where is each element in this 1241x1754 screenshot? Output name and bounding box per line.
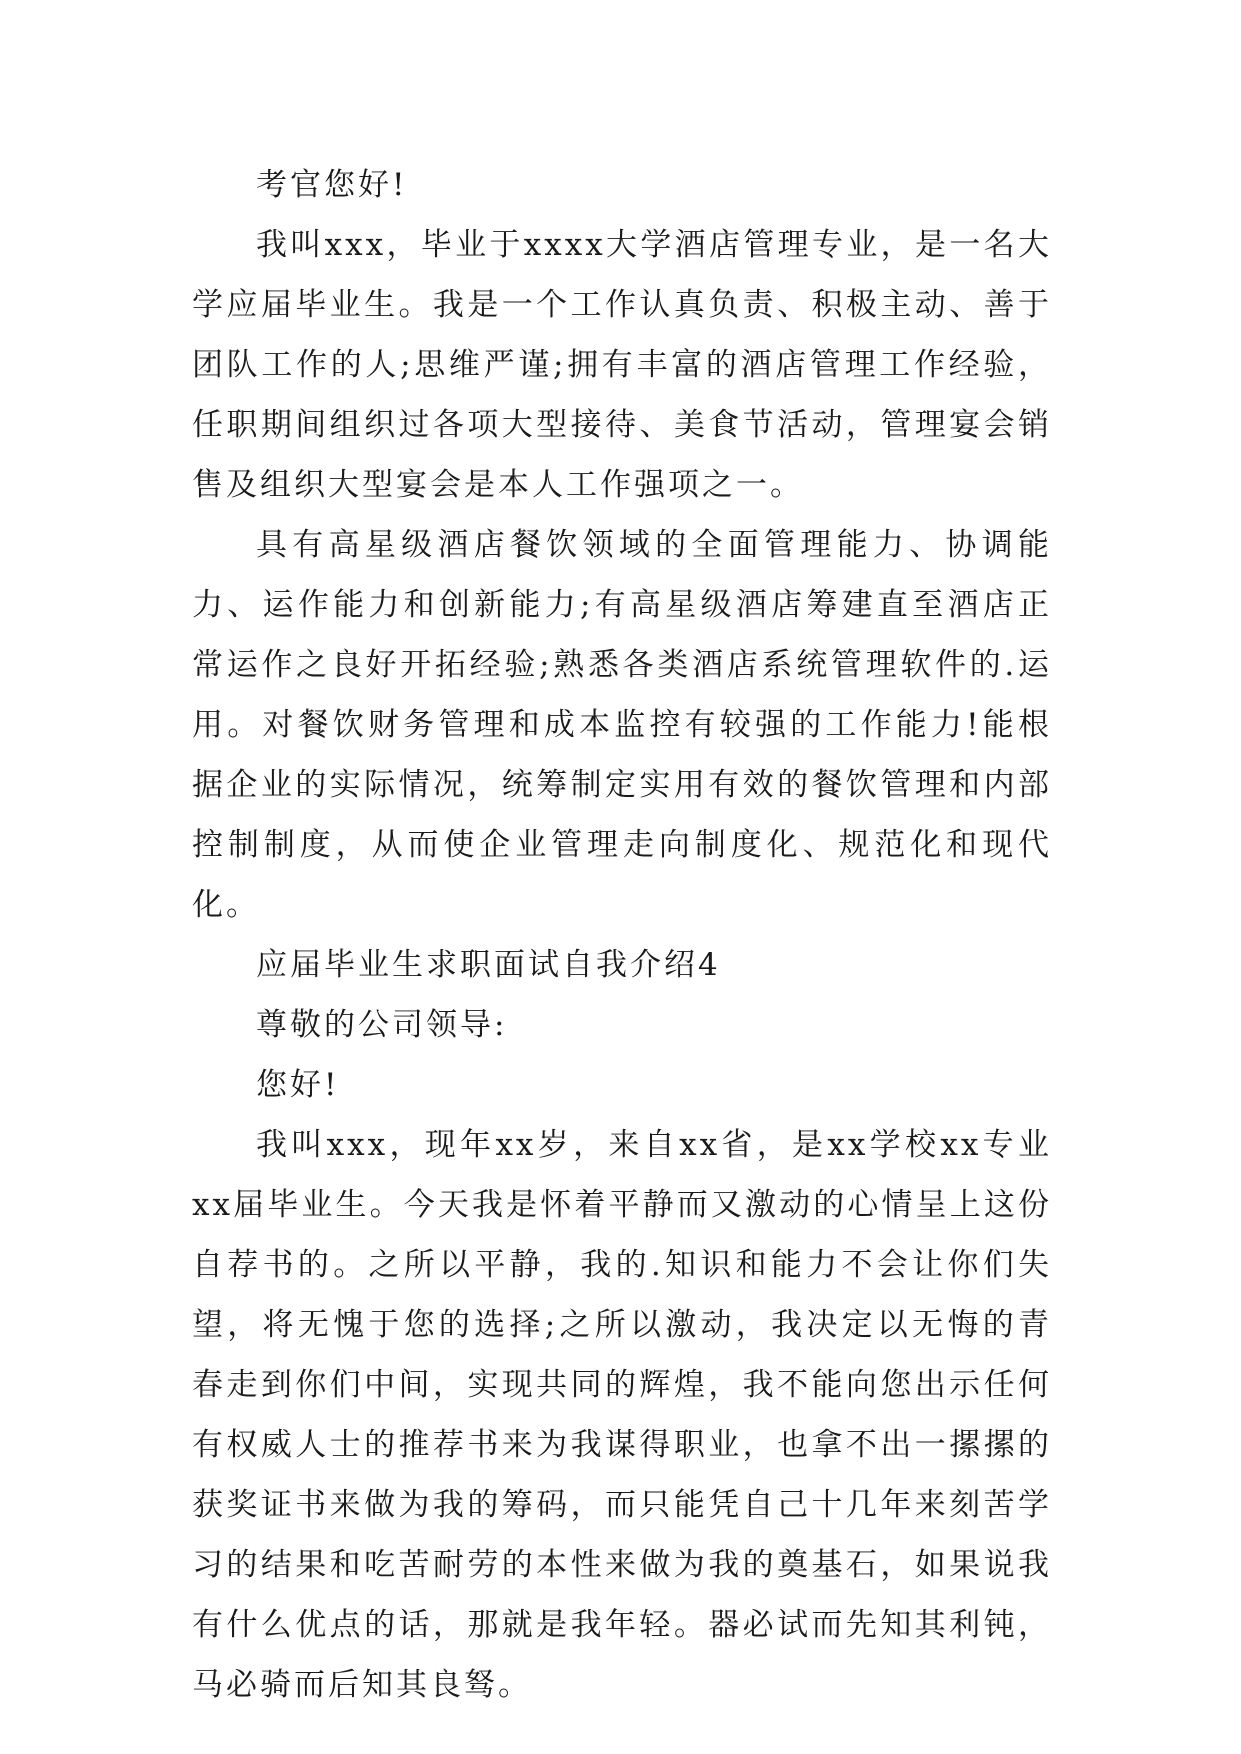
section-heading: 应届毕业生求职面试自我介绍4 [256, 947, 721, 983]
abilities-paragraph: 具有高星级酒店餐饮领域的全面管理能力、协调能力、运作能力和创新能力;有高星级酒店筹建直至酒店正常运作之良好开拓经验;熟悉各类酒店系统管理软件的.运用。对餐饮财务管理和成本监控有较强的工作能力!能根据企业的实际情况，统筹制定实用有效的餐饮管理和内部控制制度，从而使企业管理走向制度化、规范化和现代化。 [192, 527, 1052, 923]
self-recommendation-paragraph: 我叫xxx，现年xx岁，来自xx省，是xx学校xx专业xx届毕业生。今天我是怀着平静而又激动的心情呈上这份自荐书的。之所以平静，我的.知识和能力不会让你们失望，将无愧于您的选择;之所以激动，我决定以无悔的青春走到你们中间，实现共同的辉煌，我不能向您出示任何有权威人士的推荐书来为我谋得职业，也拿不出一摞摞的获奖证书来做为我的筹码，而只能凭自己十几年来刻苦学习的结果和吃苦耐劳的本性来做为我的奠基石，如果说我有什么优点的话，那就是我年轻。器必试而先知其利钝，马必骑而后知其良驽。 [192, 1127, 1052, 1703]
intro-paragraph: 我叫xxx，毕业于xxxx大学酒店管理专业，是一名大学应届毕业生。我是一个工作认真负责、积极主动、善于团队工作的人;思维严谨;拥有丰富的酒店管理工作经验，任职期间组织过各项大型接待、美食节活动，管理宴会销售及组织大型宴会是本人工作强项之一。 [192, 227, 1052, 503]
greeting: 您好! [256, 1067, 340, 1103]
salutation: 尊敬的公司领导: [256, 1007, 508, 1043]
document-body [192, 155, 1052, 1715]
greeting-examiner: 考官您好! [256, 167, 408, 203]
